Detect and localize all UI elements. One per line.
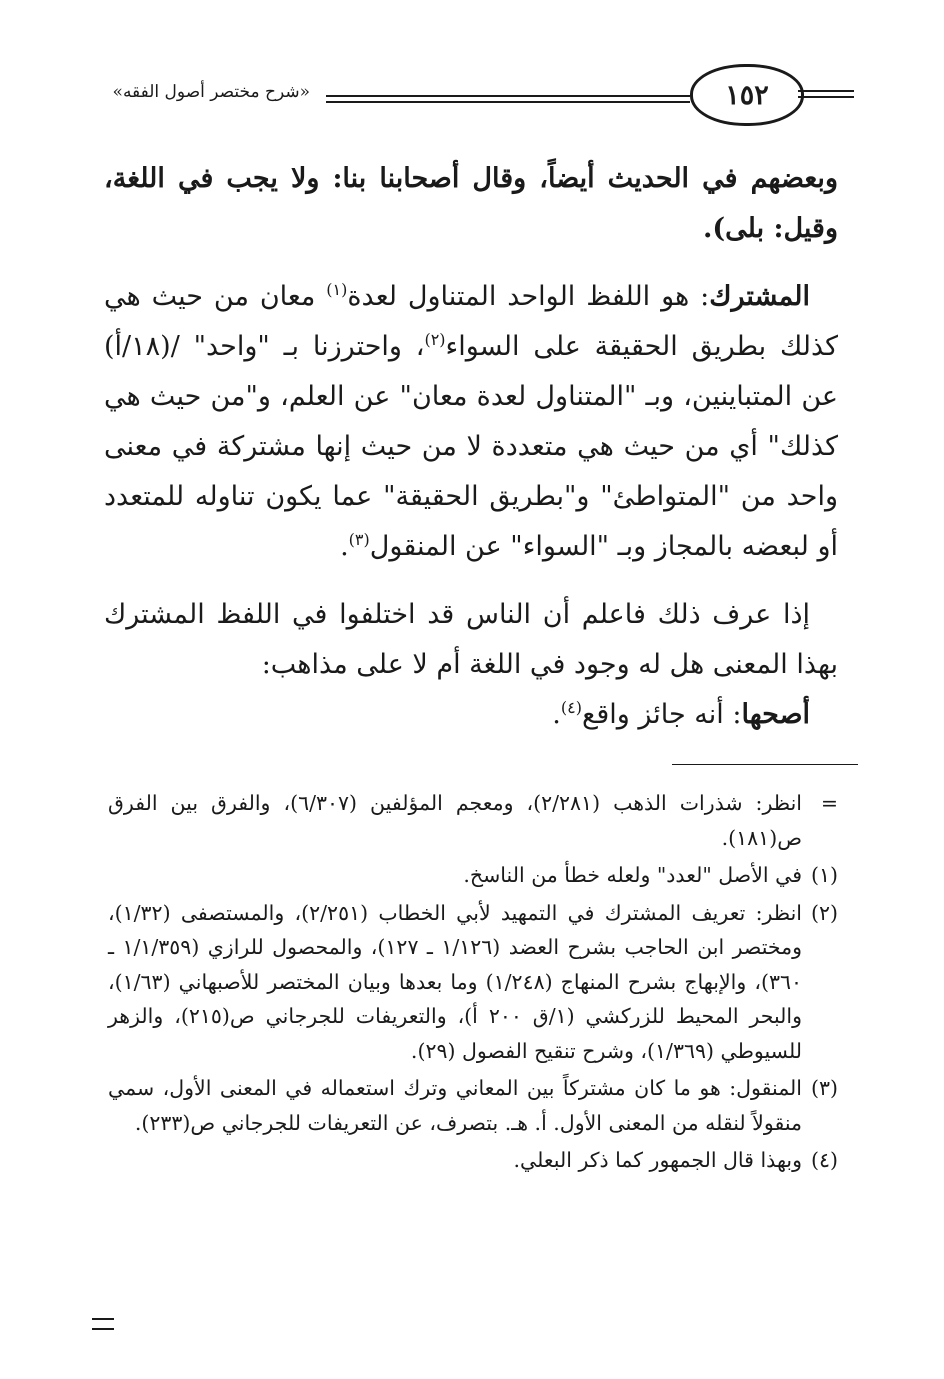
footnote-4	[108, 1143, 838, 1178]
continuation-mark	[92, 1318, 114, 1330]
paragraph-opinions: إذا عرف ذلك فاعلم أن الناس قد اختلفوا في اللفظ المشترك بهذا المعنى هل له وجود في اللغة أم لا على مذاهب:	[104, 599, 838, 680]
footnote-marker: (١)	[810, 863, 838, 887]
text-segment: معان من حيث هي كذلك بطريق الحقيقة على السواء	[104, 281, 838, 362]
footnote-ref-2: (٢)	[424, 330, 446, 349]
footnote-text: في الأصل "لعدد" ولعله خطأ من الناسخ.	[463, 863, 802, 887]
footnote-marker: (٢)	[810, 900, 838, 925]
running-title: «شرح مختصر أصول الفقه»	[112, 82, 310, 102]
footnote-text: انظر: تعريف المشترك في التمهيد لأبي الخطاب (٢/٢٥١)، والمستصفى (١/٣٢)، ومختصر ابن الحاجب بشرح العضد (١/١٢٦ ـ ١٢٧)، والمحصول للرازي (١/١/٣٥٩ ـ ٣٦٠)، والإبهاج بشرح المنهاج (١/٢٤٨) وما بعدها وبيان المختصر للأصبهاني (١/٦٣)، والبحر المحيط للزركشي (١/ق ٢٠٠ أ)، والتعريفات للجرجاني ص(٢١٥)، والزهر للسيوطي (١/٣٦٩)، وشرح تنقيح الفصول (٢٩).	[108, 900, 803, 1063]
footnote-ref-4: (٤)	[560, 698, 582, 717]
header-rule-left	[326, 95, 690, 97]
footnote-3	[108, 1071, 838, 1140]
footnote-text: المنقول: هو ما كان مشتركاً بين المعاني وترك استعماله في المعنى الأول، سمي منقولاً لنقله من المعنى الأول. أ. هـ. بتصرف، عن التعريفات للجرجاني ص(٢٣٣).	[108, 1076, 802, 1135]
page-number: ١٥٢	[690, 64, 804, 126]
footnote-ref-3: (٣)	[348, 530, 370, 549]
text-segment: ، واحترزنا بـ "واحد" /(١٨/أ) عن المتباينين، وبـ "المتناول لعدة معان" عن العلم، و"من حيث هي كذلك" أي من حيث هي متعددة لا من حيث إنها مشتركة في معنى واحد من "المتواطئ" و"بطريق الحقيقة" عما يكون تناوله للمتعدد أو لبعضه بالمجاز وبـ "السواء" عن المنقول	[104, 331, 838, 562]
header-rule-right	[798, 96, 854, 98]
term-ashahha: أصحها	[741, 699, 810, 730]
footnote-marker: (٤)	[810, 1148, 838, 1172]
text-segment: : هو اللفظ الواحد المتناول لعدة	[347, 281, 710, 312]
paragraph-definition	[104, 272, 838, 572]
footnotes	[108, 786, 838, 1181]
footnote-separator	[672, 764, 858, 765]
footnote-1	[108, 858, 838, 893]
footnote-text: انظر: شذرات الذهب (٢/٢٨١)، ومعجم المؤلفين (٦/٣٠٧)، والفرق بين الفرق ص(١٨١).	[108, 791, 802, 850]
text-segment: .	[340, 531, 349, 562]
footnote-2	[108, 896, 838, 1069]
footnote-continuation	[108, 786, 838, 855]
body-text	[104, 154, 838, 740]
term-mushtarak: المشترك	[709, 281, 810, 312]
footnote-marker: (٣)	[810, 1076, 838, 1100]
text-segment: : أنه جائز واقع	[581, 699, 742, 730]
header-rule-right	[798, 90, 854, 92]
footnote-marker: =	[820, 791, 838, 815]
paragraph-soundest	[104, 690, 838, 740]
footnote-ref-1: (١)	[326, 280, 348, 299]
header-rule-left	[326, 101, 690, 103]
paragraph-continued: وبعضهم في الحديث أيضاً، وقال أصحابنا بنا: ولا يجب في اللغة، وقيل: بلى).	[104, 163, 838, 244]
text-segment: .	[552, 699, 561, 730]
footnote-text: وبهذا قال الجمهور كما ذكر البعلي.	[513, 1148, 802, 1172]
